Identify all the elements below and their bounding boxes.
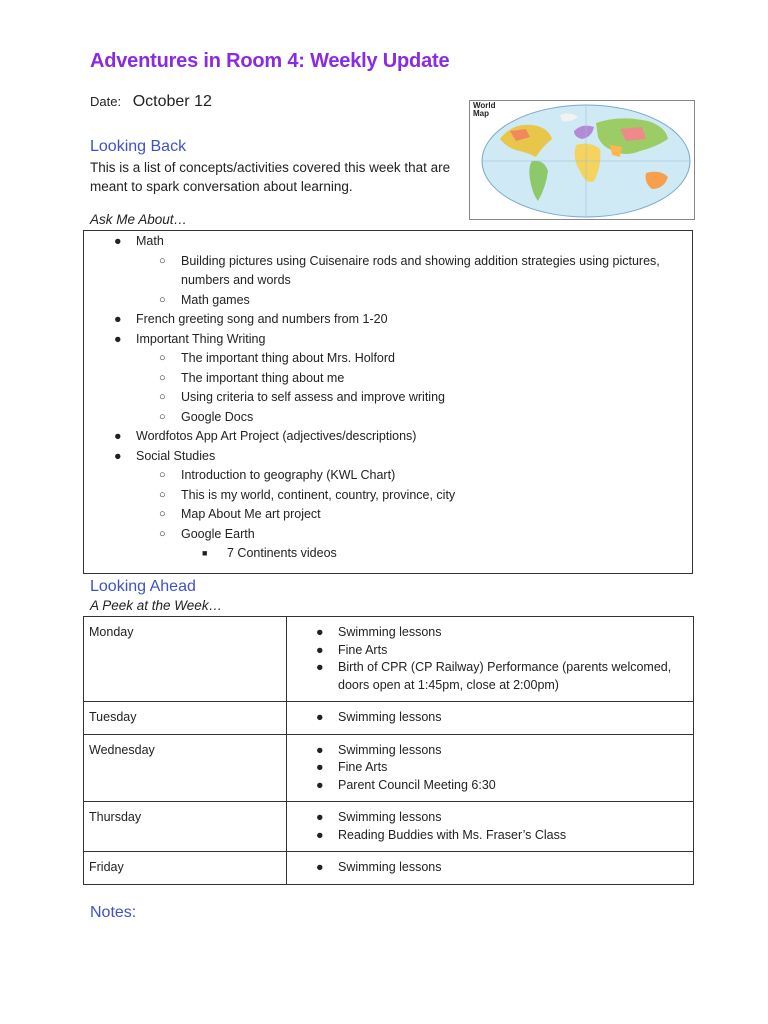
- bullet: ●: [316, 660, 324, 674]
- bullet: ○: [159, 391, 166, 403]
- table-row: [84, 802, 694, 852]
- list-item: [84, 310, 692, 330]
- map-label-line: Map: [473, 109, 489, 118]
- bullet: ●: [316, 777, 324, 792]
- date-label: Date:: [90, 94, 122, 109]
- table-row: [84, 702, 694, 735]
- ask-me-about-label: Ask Me About…: [90, 212, 188, 227]
- map-label-line: World: [473, 101, 496, 110]
- bullet: ●: [114, 448, 122, 463]
- list-item: [292, 777, 688, 795]
- list-item-text: Google Docs: [181, 409, 254, 424]
- list-item-text: Math games: [181, 292, 250, 307]
- list-item: [84, 447, 692, 467]
- list-item-text: Math: [136, 234, 164, 248]
- list-item-text: Important Thing Writing: [136, 331, 266, 346]
- day-cell: Monday: [84, 617, 287, 702]
- bullet: ●: [316, 827, 324, 842]
- looking-back-intro: This is a list of concepts/activities covered this week that are meant to spark conversation about learning.: [90, 160, 451, 194]
- table-row: [84, 734, 694, 802]
- bullet: ○: [159, 371, 166, 384]
- list-item: [84, 486, 692, 506]
- events-cell: [287, 734, 694, 802]
- list-item: [292, 742, 688, 760]
- list-item-text: The important thing about Mrs. Holford: [181, 351, 395, 365]
- list-item: [292, 759, 688, 777]
- list-item: [292, 809, 688, 827]
- list-item-text: Fine Arts: [338, 642, 388, 657]
- list-item: [84, 505, 692, 525]
- list-item-text: Birth of CPR (CP Railway) Performance (parents welcomed, doors open at 1:45pm, close at 2:00pm): [338, 660, 672, 692]
- week-schedule-table: [83, 616, 694, 885]
- peek-at-week-label: A Peek at the Week…: [90, 598, 223, 613]
- events-cell: [287, 702, 694, 735]
- bullet: ●: [316, 810, 324, 824]
- list-item: [84, 525, 692, 545]
- bullet: ●: [316, 710, 324, 724]
- list-item-text: This is my world, continent, country, province, city: [181, 487, 456, 502]
- bullet: ○: [159, 469, 166, 481]
- events-cell: [287, 802, 694, 852]
- table-row: [84, 852, 694, 885]
- list-item-text: Reading Buddies with Ms. Fraser’s Class: [338, 827, 567, 842]
- bullet: ○: [159, 352, 166, 364]
- events-cell: [287, 852, 694, 885]
- list-item-text: Map About Me art project: [181, 507, 321, 521]
- list-item-text: Swimming lessons: [338, 860, 442, 874]
- bullet: ●: [316, 860, 324, 874]
- list-item-text: Parent Council Meeting 6:30: [338, 777, 496, 792]
- bullet: ●: [114, 312, 122, 326]
- list-item: [84, 252, 692, 291]
- list-item-text: Swimming lessons: [338, 625, 442, 639]
- bullet: ●: [316, 760, 324, 774]
- bullet: ●: [316, 642, 324, 657]
- notes-heading: Notes:: [90, 904, 137, 921]
- list-item-text: Swimming lessons: [338, 742, 442, 757]
- list-item: [292, 709, 688, 727]
- list-item: [292, 642, 688, 660]
- day-cell: Friday: [84, 852, 287, 885]
- list-item: [84, 427, 692, 447]
- bullet: ●: [316, 625, 324, 639]
- list-item: [84, 544, 692, 564]
- list-item-text: Social Studies: [136, 448, 216, 463]
- bullet: ●: [316, 742, 324, 757]
- day-cell: Tuesday: [84, 702, 287, 735]
- list-item: [292, 659, 688, 694]
- list-item-text: 7 Continents videos: [227, 546, 337, 560]
- page-title: Adventures in Room 4: Weekly Update: [90, 50, 450, 72]
- bullet: ○: [159, 508, 166, 520]
- date-row: [90, 93, 212, 111]
- list-item: [84, 388, 692, 408]
- world-map-image: [469, 100, 695, 220]
- day-cell: Wednesday: [84, 734, 287, 802]
- bullet: ■: [202, 548, 208, 558]
- list-item-text: French greeting song and numbers from 1-20: [136, 312, 388, 326]
- list-item-text: Wordfotos App Art Project (adjectives/descriptions): [136, 429, 417, 443]
- list-item: [84, 369, 692, 389]
- bullet: ○: [159, 527, 166, 540]
- date-value: October 12: [132, 93, 212, 110]
- looking-back-heading: Looking Back: [90, 138, 187, 155]
- list-item-text: Google Earth: [181, 526, 255, 541]
- list-item: [84, 232, 692, 252]
- bullet: ○: [159, 410, 166, 423]
- day-cell: Thursday: [84, 802, 287, 852]
- list-item-text: Using criteria to self assess and improve writing: [181, 390, 445, 404]
- ask-me-about-box: [83, 230, 693, 574]
- bullet: ○: [159, 254, 166, 267]
- list-item: [84, 330, 692, 350]
- world-map-graphic: [470, 101, 694, 219]
- bullet: ●: [114, 234, 122, 248]
- table-row: [84, 617, 694, 702]
- list-item-text: Building pictures using Cuisenaire rods and showing addition strategies using pictures, numbers and words: [181, 253, 660, 287]
- events-cell: [287, 617, 694, 702]
- list-item: [84, 408, 692, 428]
- list-item: [84, 291, 692, 311]
- bullet: ○: [159, 293, 166, 306]
- list-item-text: Swimming lessons: [338, 810, 442, 824]
- list-item-text: The important thing about me: [181, 370, 345, 385]
- list-item: [292, 624, 688, 642]
- list-item: [292, 859, 688, 877]
- list-item: [292, 827, 688, 845]
- list-item: [84, 466, 692, 486]
- list-item-text: Fine Arts: [338, 760, 388, 774]
- ask-me-list: [84, 232, 692, 564]
- list-item: [84, 349, 692, 369]
- looking-ahead-heading: Looking Ahead: [90, 578, 196, 595]
- bullet: ●: [114, 331, 122, 346]
- bullet: ○: [159, 488, 166, 501]
- map-label: [473, 102, 496, 118]
- bullet: ●: [114, 429, 122, 443]
- list-item-text: Introduction to geography (KWL Chart): [181, 468, 396, 482]
- list-item-text: Swimming lessons: [338, 710, 442, 724]
